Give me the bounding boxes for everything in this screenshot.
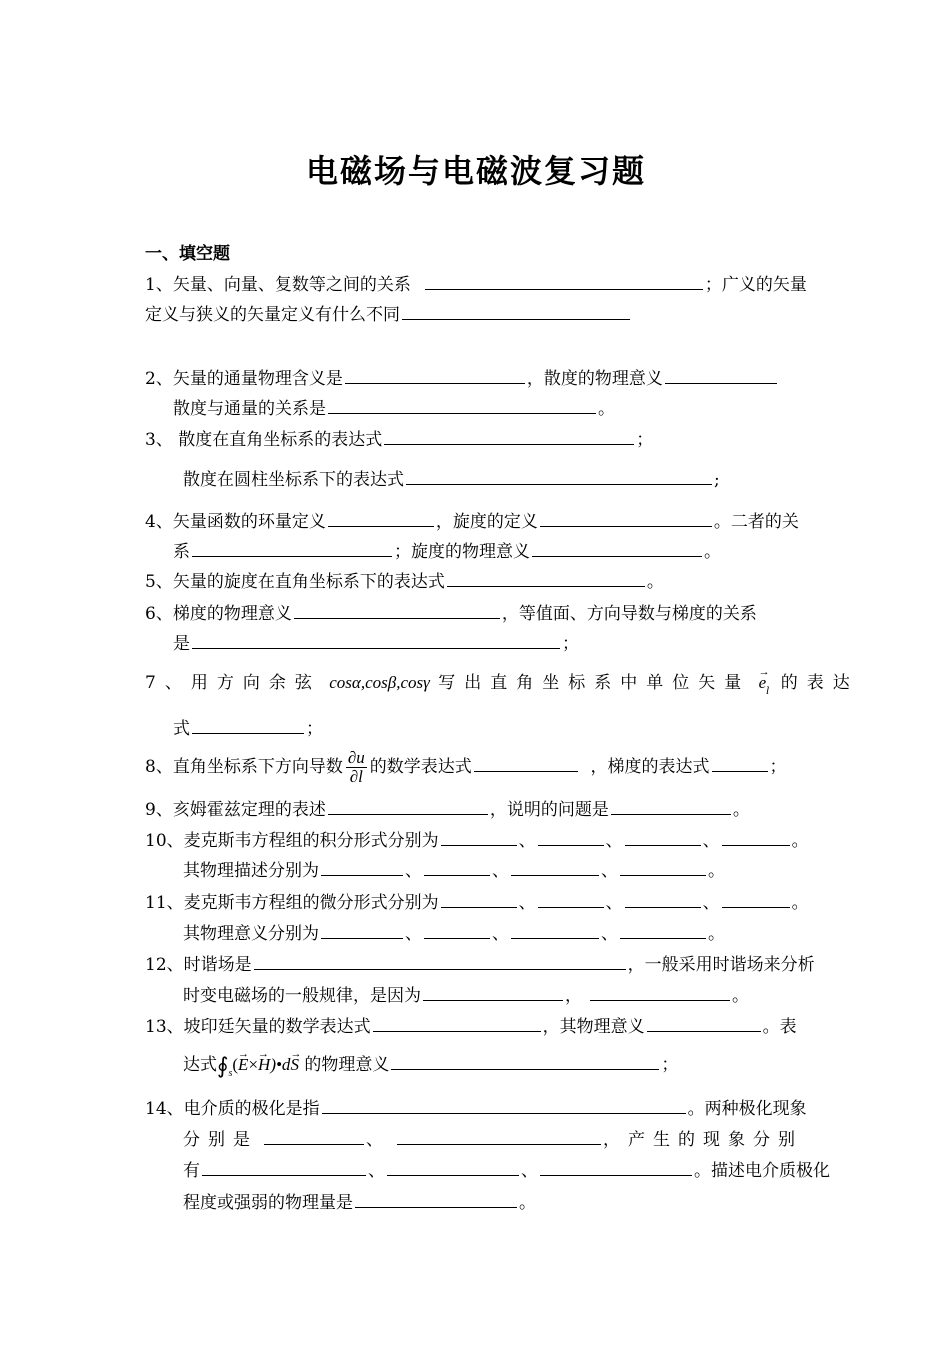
answer-blank[interactable]: [424, 858, 490, 876]
answer-blank[interactable]: [424, 921, 490, 939]
answer-blank[interactable]: [474, 754, 578, 772]
question-14-line-2: 分别是 、 ，产生的现象分别: [183, 1127, 803, 1151]
surface-integral-expression: $∮_s(\to E\times\to$ H)•d→ S: [217, 1055, 299, 1074]
answer-blank[interactable]: [192, 539, 392, 557]
question-9: 9、亥姆霍兹定理的表述 ，说明的问题是 。: [145, 797, 750, 821]
question-2-line-1: 2、矢量的通量物理含义是 ，散度的物理意义: [145, 366, 779, 390]
section-heading: 一、填空题: [145, 244, 230, 264]
answer-blank[interactable]: [538, 828, 604, 846]
question-14-line-4: 程度或强弱的物理量是 。: [183, 1190, 536, 1214]
answer-blank[interactable]: [538, 890, 604, 908]
answer-blank[interactable]: [620, 858, 706, 876]
question-7-line-1: 7、用方向余弦 cosα,cosβ,cosγ 写出直角坐标系中单位矢量 → $e_l$ 的表达: [145, 672, 859, 703]
answer-blank[interactable]: [192, 716, 304, 734]
answer-blank[interactable]: [590, 983, 730, 1001]
answer-blank[interactable]: [540, 1158, 692, 1176]
answer-blank[interactable]: [647, 1014, 761, 1032]
question-2-line-2: 散度与通量的关系是 。: [173, 396, 615, 420]
answer-blank[interactable]: [620, 921, 706, 939]
answer-blank[interactable]: [665, 366, 777, 384]
directional-derivative-fraction: $\frac{\partial u}{\partial l}$: [347, 748, 365, 786]
answer-blank[interactable]: [722, 828, 790, 846]
answer-blank[interactable]: [345, 366, 525, 384]
answer-blank[interactable]: [540, 509, 712, 527]
question-4-line-2: 系 ；旋度的物理意义 。: [173, 539, 721, 563]
question-4-line-1: 4、矢量函数的环量定义 ，旋度的定义 。二者的关: [145, 509, 799, 533]
question-8: 8、直角坐标系下方向导数 $\frac{\partial u}{\partial l}$ 的数学表达式 ，梯度的表达式 ；: [145, 748, 787, 786]
question-1-line-2: 定义与狭义的矢量定义有什么不同: [145, 302, 632, 326]
answer-blank[interactable]: [254, 952, 626, 970]
question-3-line-1: 3、 散度在直角坐标系的表达式 ；: [145, 427, 653, 451]
answer-blank[interactable]: [202, 1158, 366, 1176]
question-14-line-1: 14、电介质的极化是指 。两种极化现象: [145, 1096, 807, 1120]
answer-blank[interactable]: [387, 1158, 519, 1176]
answer-blank[interactable]: [532, 539, 702, 557]
answer-blank[interactable]: [511, 921, 599, 939]
question-6-line-1: 6、梯度的物理意义 ，等值面、方向导数与梯度的关系: [145, 601, 757, 625]
answer-blank[interactable]: [397, 1127, 601, 1145]
answer-blank[interactable]: [611, 797, 731, 815]
answer-blank[interactable]: [355, 1190, 517, 1208]
answer-blank[interactable]: [384, 427, 634, 445]
answer-blank[interactable]: [192, 631, 560, 649]
page-title: 电磁场与电磁波复习题: [305, 152, 646, 190]
question-11-line-2: 其物理意义分别为 、 、 、 。: [183, 921, 725, 945]
answer-blank[interactable]: [321, 858, 403, 876]
question-10-line-1: 10、麦克斯韦方程组的积分形式分别为 、 、 、 。: [145, 828, 809, 852]
answer-blank[interactable]: [406, 467, 712, 485]
question-12-line-2: 时变电磁场的一般规律，是因为 ， 。: [183, 983, 749, 1007]
answer-blank[interactable]: [625, 890, 701, 908]
answer-blank[interactable]: [264, 1127, 364, 1145]
answer-blank[interactable]: [328, 797, 488, 815]
answer-blank[interactable]: [373, 1014, 541, 1032]
answer-blank[interactable]: [391, 1052, 659, 1070]
question-13-line-1: 13、坡印廷矢量的数学表达式 ，其物理意义 。表: [145, 1014, 797, 1038]
question-10-line-2: 其物理描述分别为 、 、 、 。: [183, 858, 725, 882]
direction-cosines: cosα,cosβ,cosγ: [329, 673, 430, 692]
answer-blank[interactable]: [441, 890, 517, 908]
answer-blank[interactable]: [294, 601, 500, 619]
question-12-line-1: 12、时谐场是 ，一般采用时谐场来分析: [145, 952, 815, 976]
answer-blank[interactable]: [425, 272, 703, 290]
answer-blank[interactable]: [712, 754, 768, 772]
answer-blank[interactable]: [328, 396, 596, 414]
answer-blank[interactable]: [722, 890, 790, 908]
answer-blank[interactable]: [322, 1096, 686, 1114]
answer-blank[interactable]: [441, 828, 517, 846]
unit-vector-symbol: → e: [759, 672, 767, 694]
question-3-line-2: 散度在圆柱坐标系下的表达式 ;: [183, 467, 720, 491]
question-11-line-1: 11、麦克斯韦方程组的微分形式分别为 、 、 、 。: [145, 890, 809, 914]
question-5: 5、矢量的旋度在直角坐标系下的表达式 。: [145, 569, 664, 593]
question-7-line-2: 式 ；: [173, 716, 323, 740]
answer-blank[interactable]: [511, 858, 599, 876]
question-1-line-1: 1、矢量、向量、复数等之间的关系 ；广义的矢量: [145, 272, 807, 296]
answer-blank[interactable]: [321, 921, 403, 939]
answer-blank[interactable]: [328, 509, 434, 527]
answer-blank[interactable]: [402, 302, 630, 320]
answer-blank[interactable]: [447, 569, 645, 587]
question-14-line-3: 有 、 、 。描述电介质极化: [183, 1158, 830, 1182]
answer-blank[interactable]: [625, 828, 701, 846]
question-13-line-2: 达式$∮_s(\to E\times\to$ H)•d→ S 的物理意义 ；: [183, 1052, 678, 1085]
question-6-line-2: 是 ；: [173, 631, 579, 655]
answer-blank[interactable]: [423, 983, 563, 1001]
